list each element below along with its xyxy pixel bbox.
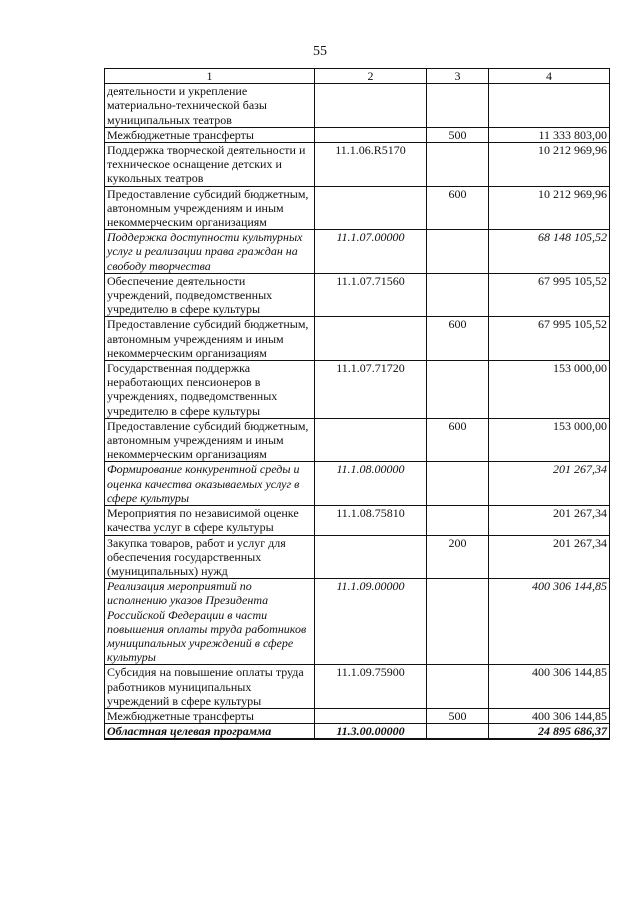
row-code-cell: 11.1.08.00000 — [315, 462, 427, 506]
header-col-4: 4 — [489, 69, 610, 84]
row-code-cell — [315, 708, 427, 723]
row-amount-cell: 67 995 105,52 — [489, 317, 610, 361]
row-type-cell: 200 — [427, 535, 489, 579]
row-name-cell: Поддержка доступности культурных услуг и реализации права граждан на свободу творчества — [105, 230, 315, 274]
table-row — [105, 462, 610, 506]
row-amount-cell: 201 267,34 — [489, 506, 610, 535]
row-code-cell: 11.1.09.75900 — [315, 665, 427, 709]
row-type-cell — [427, 462, 489, 506]
header-col-1: 1 — [105, 69, 315, 84]
row-name-cell: Предоставление субсидий бюджетным, автономным учреждениям и иным некоммерческим организациям — [105, 418, 315, 462]
row-amount-cell: 68 148 105,52 — [489, 230, 610, 274]
table-row — [105, 84, 610, 128]
table-row — [105, 418, 610, 462]
row-type-cell: 600 — [427, 317, 489, 361]
row-name-cell: Субсидия на повышение оплаты труда работников муниципальных учреждений в сфере культуры — [105, 665, 315, 709]
row-amount-cell — [489, 84, 610, 128]
table-row — [105, 724, 610, 740]
row-name-cell: Государственная поддержка неработающих пенсионеров в учреждениях, подведомственных учредителю в сфере культуры — [105, 361, 315, 419]
row-type-cell — [427, 579, 489, 665]
row-type-cell — [427, 84, 489, 128]
table-header-row — [105, 69, 610, 84]
row-type-cell — [427, 143, 489, 187]
row-amount-cell: 10 212 969,96 — [489, 143, 610, 187]
row-type-cell — [427, 665, 489, 709]
row-type-cell — [427, 506, 489, 535]
row-amount-cell: 153 000,00 — [489, 361, 610, 419]
row-amount-cell: 400 306 144,85 — [489, 579, 610, 665]
table-row — [105, 143, 610, 187]
row-name-cell: Закупка товаров, работ и услуг для обеспечения государственных (муниципальных) нужд — [105, 535, 315, 579]
header-col-3: 3 — [427, 69, 489, 84]
table-row — [105, 708, 610, 723]
table-row — [105, 317, 610, 361]
row-code-cell: 11.1.08.75810 — [315, 506, 427, 535]
row-name-cell: Мероприятия по независимой оценке качества услуг в сфере культуры — [105, 506, 315, 535]
row-name-cell: деятельности и укрепление материально-технической базы муниципальных театров — [105, 84, 315, 128]
row-name-cell: Предоставление субсидий бюджетным, автономным учреждениям и иным некоммерческим организациям — [105, 317, 315, 361]
row-code-cell: 11.1.07.00000 — [315, 230, 427, 274]
budget-table — [104, 68, 610, 740]
row-type-cell — [427, 361, 489, 419]
row-code-cell — [315, 418, 427, 462]
table-row — [105, 186, 610, 230]
row-name-cell: Обеспечение деятельности учреждений, подведомственных учредителю в сфере культуры — [105, 273, 315, 317]
row-code-cell: 11.1.09.00000 — [315, 579, 427, 665]
row-amount-cell: 153 000,00 — [489, 418, 610, 462]
row-code-cell: 11.1.07.71720 — [315, 361, 427, 419]
row-code-cell: 11.1.06.R5170 — [315, 143, 427, 187]
row-name-cell: Поддержка творческой деятельности и техническое оснащение детских и кукольных театров — [105, 143, 315, 187]
row-amount-cell: 201 267,34 — [489, 535, 610, 579]
row-type-cell: 600 — [427, 186, 489, 230]
page-number: 55 — [313, 44, 327, 59]
row-amount-cell: 11 333 803,00 — [489, 127, 610, 142]
table-row — [105, 665, 610, 709]
row-code-cell — [315, 317, 427, 361]
table-row — [105, 361, 610, 419]
row-type-cell — [427, 230, 489, 274]
row-code-cell: 11.1.07.71560 — [315, 273, 427, 317]
row-amount-cell: 400 306 144,85 — [489, 708, 610, 723]
row-code-cell — [315, 186, 427, 230]
table-row — [105, 127, 610, 142]
table-row — [105, 273, 610, 317]
table-row — [105, 579, 610, 665]
row-name-cell: Формирование конкурентной среды и оценка качества оказываемых услуг в сфере культуры — [105, 462, 315, 506]
row-amount-cell: 24 895 686,37 — [489, 724, 610, 740]
row-amount-cell: 10 212 969,96 — [489, 186, 610, 230]
row-type-cell — [427, 273, 489, 317]
row-code-cell — [315, 535, 427, 579]
row-type-cell: 500 — [427, 127, 489, 142]
row-name-cell: Областная целевая программа — [105, 724, 315, 740]
row-type-cell: 500 — [427, 708, 489, 723]
row-type-cell: 600 — [427, 418, 489, 462]
row-code-cell — [315, 84, 427, 128]
row-name-cell: Реализация мероприятий по исполнению указов Президента Российской Федерации в части повышения оплаты труда работников муниципальных учреждений в сфере культуры — [105, 579, 315, 665]
row-code-cell — [315, 127, 427, 142]
row-amount-cell: 201 267,34 — [489, 462, 610, 506]
row-code-cell: 11.3.00.00000 — [315, 724, 427, 740]
row-amount-cell: 67 995 105,52 — [489, 273, 610, 317]
row-name-cell: Межбюджетные трансферты — [105, 708, 315, 723]
table-row — [105, 506, 610, 535]
header-col-2: 2 — [315, 69, 427, 84]
row-name-cell: Межбюджетные трансферты — [105, 127, 315, 142]
row-name-cell: Предоставление субсидий бюджетным, автономным учреждениям и иным некоммерческим организациям — [105, 186, 315, 230]
row-type-cell — [427, 724, 489, 740]
row-amount-cell: 400 306 144,85 — [489, 665, 610, 709]
table-row — [105, 535, 610, 579]
table-row — [105, 230, 610, 274]
